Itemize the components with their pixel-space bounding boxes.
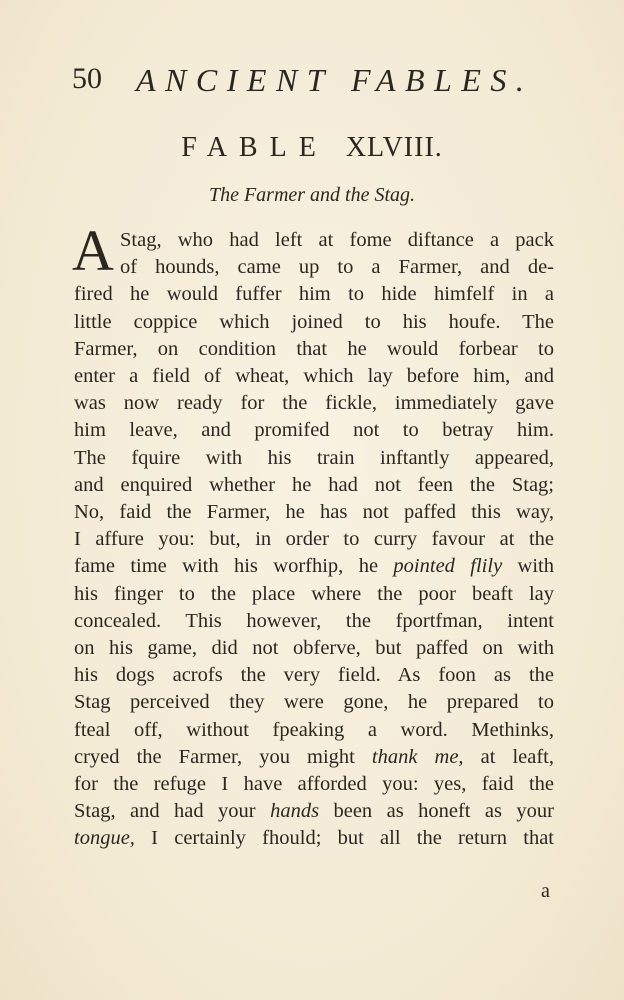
text-line xyxy=(74,526,554,553)
text-line xyxy=(74,717,554,744)
text-run: fteal off, without fpeaking a word. Methinks, xyxy=(74,718,554,741)
italic-phrase: thank me, xyxy=(371,745,464,768)
text-line xyxy=(74,798,554,825)
text-line xyxy=(74,825,554,852)
drop-cap: A xyxy=(72,218,114,283)
text-line xyxy=(74,635,554,662)
text-run: his finger to the place where the poor beaft lay xyxy=(74,582,554,605)
text-run: of hounds, came up to a Farmer, and de- xyxy=(120,256,554,279)
text-line xyxy=(74,499,554,526)
text-line xyxy=(74,336,554,363)
text-run: for the refuge I have afforded you: yes, faid the xyxy=(74,773,554,795)
text-line xyxy=(74,744,554,771)
text-run: him leave, and promifed not to betray him. xyxy=(74,419,554,442)
text-run: concealed. This however, the fportfman, intent xyxy=(74,609,554,632)
text-line xyxy=(74,581,554,608)
text-run: I certainly fhould; but all the return that xyxy=(134,827,554,850)
text-line xyxy=(74,417,554,444)
text-run: at leaft, xyxy=(463,745,554,768)
text-line xyxy=(74,689,554,716)
text-run: The fquire with his train inftantly appeared, xyxy=(74,446,554,469)
text-run: fame time with his worfhip, he xyxy=(74,555,394,578)
text-run: I affure you: but, in order to curry favour at the xyxy=(74,528,554,551)
text-line xyxy=(74,472,554,499)
text-line xyxy=(74,608,554,635)
page-number: 50 xyxy=(72,62,102,95)
text-run: cryed the Farmer, you might xyxy=(74,745,372,768)
text-line xyxy=(74,281,554,308)
italic-phrase: pointed flily xyxy=(393,555,503,578)
fable-heading-word: FABLE xyxy=(181,132,328,163)
text-run: with xyxy=(502,555,554,578)
text-line xyxy=(74,363,554,390)
text-run: on his game, did not obferve, but paffed on with xyxy=(74,637,554,659)
text-line xyxy=(74,771,554,798)
italic-phrase: tongue, xyxy=(74,827,135,850)
text-run: Stag, and had your xyxy=(74,800,271,823)
text-line xyxy=(74,445,554,472)
text-run: and enquired whether he had not feen the Stag; xyxy=(74,473,554,496)
text-run: his dogs acrofs the very field. As foon as the xyxy=(74,664,554,687)
text-line xyxy=(74,662,554,689)
text-line xyxy=(120,227,554,254)
fable-heading-numeral: XLVIII. xyxy=(345,132,443,163)
text-run: little coppice which joined to his houfe. The xyxy=(74,310,554,333)
text-run: Farmer, on condition that he would forbear to xyxy=(74,337,554,360)
running-title: ANCIENT FABLES. xyxy=(136,62,534,98)
text-line xyxy=(74,553,554,580)
text-run: fired he would fuffer him to hide himfelf in a xyxy=(74,283,554,306)
text-run: been as honeft as your xyxy=(319,800,554,823)
text-run: Stag, who had left at fome diftance a pack xyxy=(120,229,554,251)
text-line xyxy=(74,390,554,417)
text-run: No, faid the Farmer, he has not paffed this way, xyxy=(74,501,554,523)
text-run: was now ready for the fickle, immediately gave xyxy=(74,392,554,415)
signature-mark: a xyxy=(541,880,550,902)
text-run: Stag perceived they were gone, he prepared to xyxy=(74,691,554,714)
text-run: enter a field of wheat, which lay before him, and xyxy=(74,365,554,387)
fable-subtitle: The Farmer and the Stag. xyxy=(208,184,416,206)
text-line xyxy=(74,309,554,336)
text-line xyxy=(120,254,554,281)
italic-phrase: hands xyxy=(270,800,320,823)
